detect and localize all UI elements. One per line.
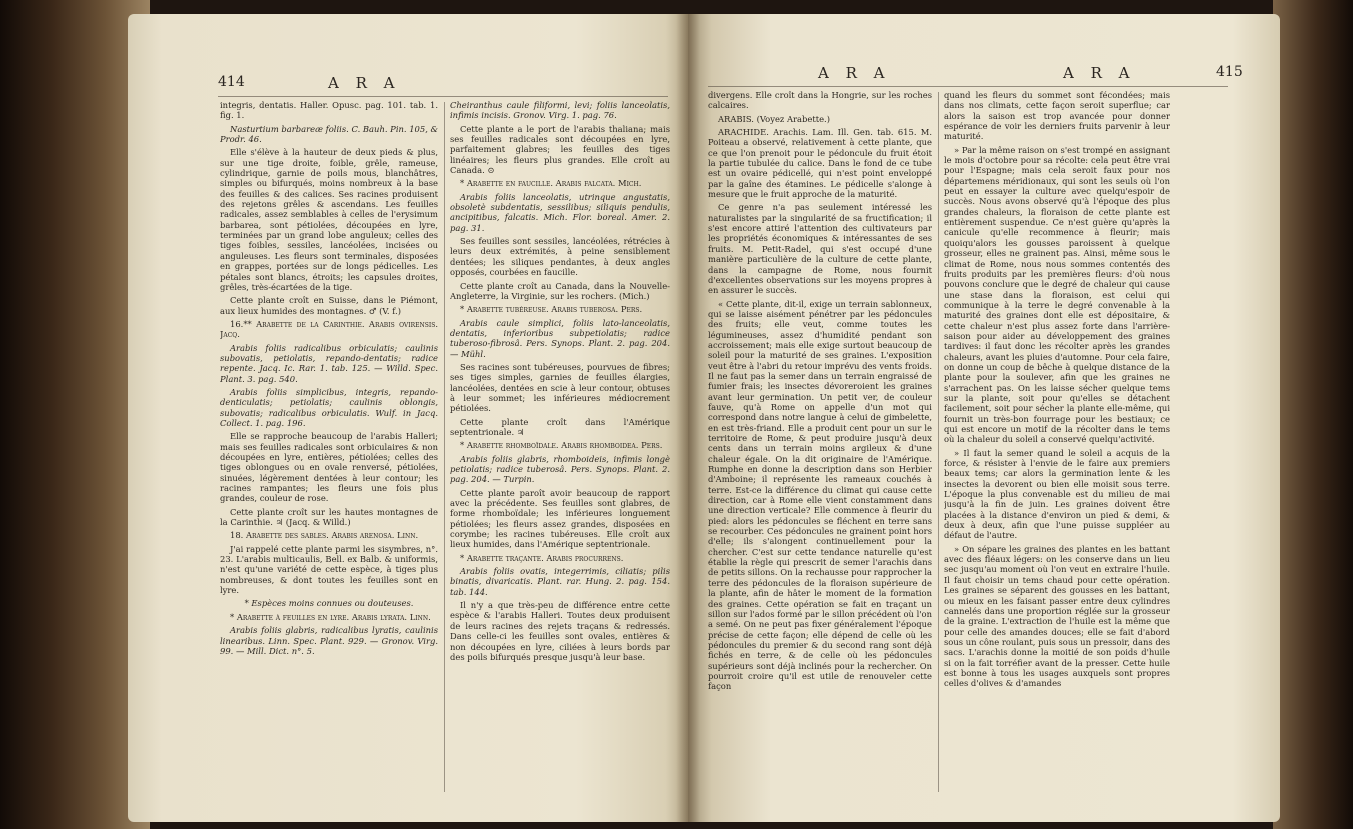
right-column-1 (708, 90, 932, 810)
entry-heading: * Arabette rhomboïdale. Arabis rhomboidea. Pers. (460, 440, 663, 451)
text-paragraph: Cheiranthus caule filiformi, levi; foliis lanceolatis, infimis incisis. Gronov. Virg. 1. pag. 76. (450, 100, 670, 121)
text-paragraph: Il n'y a que très-peu de différence entre cette espèce & l'arabis Halleri. Toutes deux produisent de leurs racines des rejets traçans & redressés. Dans celle-ci les feuilles sont ovales, entières & non découpées en lyre, ciliées à leurs bords par des poils bifurqués presque jusqu'à leur base. (450, 600, 670, 662)
text-paragraph: Elle s'élève à la hauteur de deux pieds & plus, sur une tige droite, foible, grêle, rameuse, cylindrique, garnie de poils mous, blanchâtres, simples ou bifurqués, moins nombreux à la base des feuilles & des calices. Ses racines produisent des rejetons grêles & ascendans. Les feuilles radicales, assez semblables à celles de l'erysimum barbarea, sont pétiolées, découpées en lyre, terminées par un grand lobe anguleux; celles des tiges foibles, sessiles, lancéolées, incisées ou anguleuses. Les fleurs sont terminales, disposées en grappes, portées sur de longs pédicelles. Les pétales sont blancs, étroits; les capsules droites, grêles, très-écartées de la tige. (220, 147, 438, 292)
text-paragraph: Cette plante a le port de l'arabis thaliana; mais ses feuilles radicales sont découpées en lyre, parfaitement glabres; les feuilles des tiges linéaires; les fleurs plus grandes. Elle croît au Canada. ⊙ (450, 123, 670, 176)
text-paragraph: Cette plante croît au Canada, dans la Nouvelle-Angleterre, la Virginie, sur les rochers. (Mich.) (450, 280, 670, 301)
right-column-divider (938, 92, 939, 792)
text-paragraph: divergens. Elle croît dans la Hongrie, sur les roches calcaires. (708, 90, 932, 111)
entry-heading: 16.** Arabette de la Carinthie. Arabis ovirensis. Jacq. (220, 318, 438, 340)
right-page-header (708, 64, 1268, 86)
text-paragraph: Cette plante paroît avoir beaucoup de rapport avec la précédente. Ses feuilles sont glabres, de forme rhomboïdale; les inférieures longuement pétiolées; les fleurs assez grandes, disposées en corymbe; les racines tubéreuses. Elle croît aux lieux humides, dans l'Amérique septentrionale. (450, 487, 670, 550)
text-paragraph: Arabis foliis lanceolatis, utrinque angustatis, obsoletè subdentatis, sessilibus; siliquis pendulis, ancipitibus, falcatis. Mich. Flor. boreal. Amer. 2. pag. 31. (450, 191, 670, 233)
text-paragraph: Cette plante croît dans l'Amérique septentrionale. ♃ (450, 416, 670, 437)
text-paragraph: Ses feuilles sont sessiles, lancéolées, rétrécies à leurs deux extrémités, à peine sensiblement dentées; les siliques pendantes, à deux angles opposés, courbées en faucille. (450, 236, 670, 278)
text-paragraph: Cette plante croît en Suisse, dans le Piémont, aux lieux humides des montagnes. ♂ (V. f.) (220, 295, 438, 316)
left-page-number: 414 (218, 74, 245, 90)
text-paragraph: « Cette plante, dit-il, exige un terrain sablonneux, qui se laisse aisément pénétrer par les pédoncules des fruits; elle veut, comme toutes les légumineuses, assez d'humidité pendant son accroissement; mais elle exige surtout beaucoup de soleil pour la maturité de ses graines. L'exposition veut être à l'abri du retour imprévu des vents froids. Il ne faut pas la semer dans un terrain engraissé de fumier frais; les insectes dévoreroient les graines avant leur germination. Un petit ver, de couleur fauve, qu'à Rome on appelle d'un mot qui correspond dans notre langue à celui de gimbelette, en est très-friand. Elle a produit cent pour un sur le territoire de Rome, & peut produire jusqu'à deux cents dans un terrain moins argileux & d'une chaleur égale. On la dit originaire de l'Amérique. Rumphe en donne la description dans son Herbier d'Amboine; il représente les rameaux couchés à terre. Est-ce la différence du climat qui cause cette direction, car à Rome elle vient constamment dans une direction verticale? Elle commence à fleurir du pied: alors les pédoncules se fléchent en terre sans se recourber. Ces pédoncules ne grainent point hors d'elle; ils s'alongent continuellement pour la chercher. C'est sur cette tendance naturelle qu'est établie la règle qui prescrit de semer l'arachis dans de petits sillons. On la rechausse pour rapprocher la terre des pédoncules de la floraison supérieure de la plante, afin de hâter le moment de la formation des graines. Cette opération se fait en traçant un sillon sur l'ados formé par le sillon précédent où l'on a semé. On ne peut pas fixer généralement l'époque précise de cette façon; elle dépend de celle où les pédoncules du premier & du second rang sont déjà fichés en terre, & de celle où les pédoncules supérieurs sont déjà inclinés pour la rechercher. On pourroit croire qu'il est utile de renouveler cette façon (708, 298, 932, 692)
entry-heading: 18. Arabette des sables. Arabis arenosa. Linn. (230, 530, 419, 541)
left-running-title: A R A (328, 74, 401, 92)
text-paragraph: integris, dentatis. Haller. Opusc. pag. 101. tab. 1. fig. 1. (220, 100, 438, 121)
right-page-number: 415 (1216, 64, 1243, 80)
right-column-2 (944, 90, 1170, 810)
left-column-divider (444, 102, 445, 792)
entry-heading: * Arabette en faucille. Arabis falcata. Mich. (460, 178, 642, 189)
text-paragraph: Arabis caule simplici, foliis lato-lanceolatis, dentatis, inferioribus subpetiolatis; radice tuberoso-fibrosâ. Pers. Synops. Plant. 2. pag. 204. — Mühl. (450, 317, 670, 359)
right-page (688, 14, 1280, 822)
text-paragraph: Ses racines sont tubéreuses, pourvues de fibres; ses tiges simples, garnies de feuilles élargies, lancéolées, dentées en scie à leur contour, obtuses à leur sommet; les inférieures médiocrement pétiolées. (450, 361, 670, 414)
text-paragraph: Arabis foliis simplicibus, integris, repando-denticulatis; petiolatis; caulinis oblongis, subovatis; radicalibus orbiculatis. Wulf. in Jacq. Collect. 1. pag. 196. (220, 386, 438, 428)
text-paragraph: Arabis foliis radicalibus orbiculatis; caulinis subovatis, petiolatis, repando-dentatis; radice repente. Jacq. Ic. Rar. 1. tab. 125. — Willd. Spec. Plant. 3. pag. 540. (220, 342, 438, 384)
book-gutter (676, 14, 700, 822)
left-column-2 (450, 100, 670, 800)
entry-heading: * Arabette tubéreuse. Arabis tuberosa. Pers. (460, 304, 643, 315)
entry-heading: * Arabette à feuilles en lyre. Arabis lyrata. Linn. (230, 611, 431, 622)
text-paragraph: Cette plante croît sur les hautes montagnes de la Carinthie. ♃ (Jacq. & Willd.) (220, 506, 438, 528)
right-running-title-right: A R A (1063, 64, 1136, 82)
right-running-title-left: A R A (818, 64, 891, 82)
text-paragraph: Ce genre n'a pas seulement intéressé les naturalistes par la singularité de sa fructification; il s'est encore attiré l'attention des cultivateurs par les propriétés économiques & intéressantes de ses fruits. M. Petit-Radel, qui s'est occupé d'une manière particulière de la culture de cette plante, dans la campagne de Rome, nous fournit d'excellentes observations sur les moyens propres à en assurer le succès. (708, 202, 932, 296)
text-paragraph: » Par la même raison on s'est trompé en assignant le mois d'octobre pour sa récolte: cela peut être vrai pour l'Espagne; mais cela seroit faux pour nos départemens méridionaux, qui sont les seuls où l'on peut en essayer la culture avec quelqu'espoir de succès. Nous avons observé qu'à l'époque des plus grandes chaleurs, la floraison de cette plante est entièrement suspendue. Ce n'est guère qu'après la canicule qu'elle recommence à fleurir; mais quoiqu'alors les gousses paroissent à quelque grosseur, elles ne grainent pas. Ainsi, même sous le climat de Rome, nous nous sommes contentés des fruits produits par les premières fleurs: d'où nous pouvons conclure que le degré de chaleur qui cause une stase dans la floraison, est celui qui communique à la terre le degré convenable à la maturité des graines dont elle est dépositaire, & cette chaleur n'est plus assez forte dans l'arrière-saison pour aider au développement des graines tardives: il faut donc les récolter après les grandes chaleurs, avant les pluies d'automne. Pour cela faire, on donne un coup de bêche à quelque distance de la plante pour la soulever, afin que les graines ne s'arrachent pas. On les laisse sécher quelque tems sur la plante, soit pour qu'elles se détachent facilement, soit pour sécher la plante elle-même, qui fournit un très-bon fourrage pour les bestiaux; ce qui est encore un motif de la récolter dans le tems où la chaleur du soleil a conservé quelqu'activité. (944, 144, 1170, 445)
entry-heading: ARABIS. (Voyez Arabette.) (718, 113, 830, 124)
left-page-header (218, 74, 678, 96)
text-paragraph: quand les fleurs du sommet sont fécondées; mais dans nos climats, cette façon seroit superflue; car alors la saison est trop avancée pour donner espérance de voir les derniers fruits parvenir à leur maturité. (944, 90, 1170, 142)
text-paragraph: Nasturtium barbareæ foliis. C. Bauh. Pin. 105, & Prodr. 46. (220, 123, 438, 145)
text-paragraph: » On sépare les graines des plantes en les battant avec des fléaux légers: on les conserve dans un lieu sec jusqu'au moment où l'on veut en extraire l'huile. Il faut choisir un tems chaud pour cette opération. Les graines se séparent des gousses en les battant, ou mieux en les faisant passer entre deux cylindres cannelés dans une proportion réglée sur la grosseur de la graine. L'extraction de l'huile est la même que pour celle des amandes douces; elle se fait d'abord sous un cône roulant, puis sous un pressoir, dans des sacs. L'arachis donne la moitié de son poids d'huile si on la fait torréfier avant de la presser. Cette huile est bonne à tous les usages auxquels sont propres celles d'olives & d'amandes (944, 543, 1170, 689)
left-header-rule (218, 96, 668, 97)
section-heading: * Espèces moins connues ou douteuses. (244, 598, 414, 609)
left-page (128, 14, 688, 822)
entry-heading: * Arabette traçante. Arabis procurrens. (460, 552, 624, 563)
text-paragraph: Arabis foliis glabris, radicalibus lyratis, caulinis linearibus. Linn. Spec. Plant. 929. — Gronov. Virg. 99. — Mill. Dict. n°. 5. (220, 625, 438, 656)
text-paragraph: ARACHIDE. Arachis. Lam. Ill. Gen. tab. 615. M. Poiteau a observé, relativement à cette plante, que ce que l'on prenoit pour le pédoncule du fruit étoit la partie tubulée du calice. Dans le fond de ce tube est un ovaire pédicellé, qui n'est point enveloppé par la gaîne des étamines. Le pédicelle s'alonge à mesure que le fruit approche de la maturité. (708, 127, 932, 200)
text-paragraph: Arabis foliis ovatis, integerrimis, ciliatis; pilis binatis, divaricatis. Plant. rar. Hung. 2. pag. 154. tab. 144. (450, 566, 670, 597)
text-paragraph: » Il faut la semer quand le soleil a acquis de la force, & résister à l'envie de le faire aux premiers beaux tems; car alors la germination lente & les insectes la devorent ou bien elle moisit sous terre. L'époque la plus convenable est du milieu de mai jusqu'à la fin de juin. Les graines doivent être placées à la distance d'environ un pied & demi, & deux à deux, afin que l'une puisse suppléer au défaut de l'autre. (944, 447, 1170, 541)
left-column-1 (220, 100, 438, 800)
book-edge-right (1273, 0, 1353, 829)
text-paragraph: Arabis foliis glabris, rhomboideis, infimis longè petiolatis; radice tuberosâ. Pers. Synops. Plant. 2. pag. 204. — Turpin. (450, 453, 670, 485)
text-paragraph: Elle se rapproche beaucoup de l'arabis Halleri; mais ses feuilles radicales sont orbiculaires & non découpées en lyre, entières, pétiolées; celles des tiges oblongues ou en ovale renversé, pétiolées, sinuées, légèrement dentées à leur contour; les racines rampantes; les fleurs une fois plus grandes, couleur de rose. (220, 431, 438, 504)
text-paragraph: J'ai rappelé cette plante parmi les sisymbres, n°. 23. L'arabis multicaulis, Bell. ex Balb. & uniformis, n'est qu'une variété de cette espèce, à tiges plus nombreuses, & dont toutes les feuilles sont en lyre. (220, 543, 438, 596)
right-header-rule (708, 86, 1228, 87)
